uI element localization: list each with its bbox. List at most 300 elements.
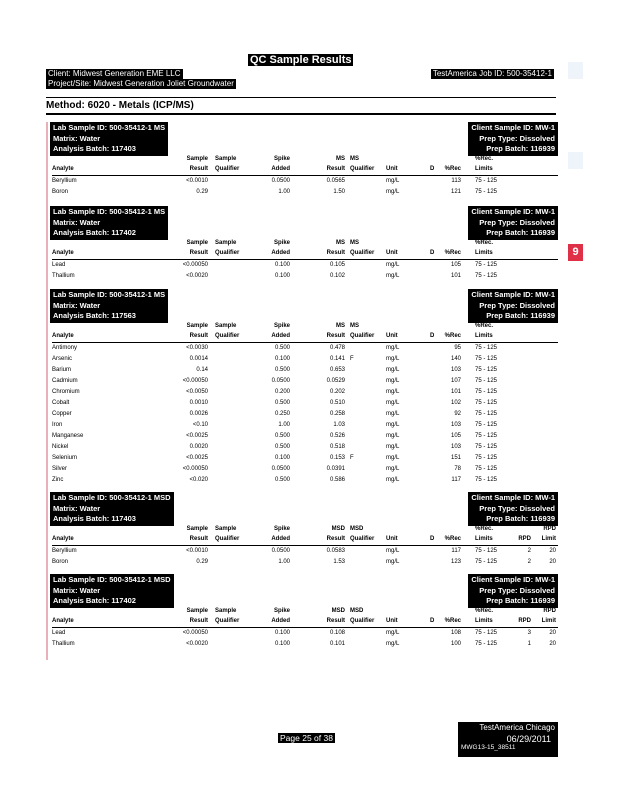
cell-rpd: 2	[527, 548, 531, 554]
column-header-sample-qualifier: Sample	[215, 240, 237, 246]
column-header-sample-qualifier: Sample	[215, 323, 237, 329]
sample-prep-batch: Prep Batch: 116939	[486, 228, 555, 237]
column-header-result: Result	[326, 536, 345, 542]
cell-sp: 0.0500	[271, 548, 290, 554]
column-header-limits: %Rec.	[475, 323, 494, 329]
cell-rpd: 1	[527, 641, 531, 647]
cell-mr: 0.105	[329, 262, 345, 268]
column-header-analyte: Analyte	[52, 166, 74, 172]
divider	[46, 113, 556, 115]
cell-analyte: Cadmium	[52, 378, 78, 384]
column-header-sample-qualifier: Sample	[215, 526, 237, 532]
cell-rl: 20	[549, 641, 556, 647]
qc-section	[46, 206, 558, 296]
column-header-sample-qualifier: Sample	[215, 608, 237, 614]
column-header-sample-result: Result	[189, 166, 208, 172]
cell-lim: 75 - 125	[475, 477, 498, 483]
cell-lim: 75 - 125	[475, 400, 498, 406]
column-header-spike-added: Added	[271, 536, 290, 542]
cell-sp: 0.0500	[271, 378, 290, 384]
sample-matrix: Matrix: Water	[53, 585, 101, 595]
column-header-spike-added: Added	[271, 250, 290, 256]
cell-unit: mg/L	[386, 400, 400, 406]
column-header-sample-result: Sample	[186, 608, 208, 614]
cell-lim: 75 - 125	[475, 433, 498, 439]
column-header-limits: Limits	[475, 536, 493, 542]
cell-mr: 1.50	[333, 189, 345, 195]
cell-mr: 0.108	[329, 630, 345, 636]
cell-sp: 1.00	[278, 189, 290, 195]
header-underline	[52, 175, 558, 176]
cell-lim: 75 - 125	[475, 422, 498, 428]
cell-rec: 108	[450, 630, 461, 636]
section-marker	[46, 492, 48, 578]
header-underline	[52, 545, 558, 546]
sample-info-box	[50, 574, 174, 608]
cell-sr: <0.00050	[182, 378, 208, 384]
column-header-limits: Limits	[475, 333, 493, 339]
cell-unit: mg/L	[386, 367, 400, 373]
cell-unit: mg/L	[386, 389, 400, 395]
cell-rec: 117	[451, 477, 461, 483]
column-header-spike-added: Spike	[273, 323, 290, 329]
cell-mr: 0.510	[329, 400, 345, 406]
cell-lim: 75 - 125	[475, 548, 498, 554]
cell-rec: 123	[450, 559, 461, 565]
column-header-qualifier: MS	[350, 240, 359, 246]
cell-sr: <0.0030	[186, 345, 208, 351]
column-header-sample-qualifier: Qualifier	[215, 333, 240, 339]
cell-analyte: Boron	[52, 189, 69, 195]
cell-rec: 78	[454, 466, 461, 472]
column-header-d: D	[430, 618, 435, 624]
column-header-qualifier: Qualifier	[350, 618, 375, 624]
divider	[46, 97, 556, 98]
document-id: MWG13-15_38511	[461, 744, 516, 751]
cell-mr: 1.53	[333, 559, 345, 565]
cell-unit: mg/L	[386, 189, 400, 195]
sample-info-box	[50, 206, 168, 240]
cell-mr: 0.0565	[326, 178, 345, 184]
column-header-spike-added: Added	[271, 618, 290, 624]
side-tab[interactable]	[568, 62, 583, 79]
column-header-spike-added: Added	[271, 166, 290, 172]
column-header-sample-qualifier: Qualifier	[215, 618, 240, 624]
sample-client-id: Client Sample ID: MW-1	[471, 575, 555, 584]
cell-sp: 0.100	[274, 273, 290, 279]
section-marker	[46, 289, 48, 496]
sample-prep-type: Prep Type: Dissolved	[479, 300, 555, 310]
column-header-result: Result	[326, 166, 345, 172]
cell-rec: 103	[450, 422, 461, 428]
cell-sr: 0.0026	[189, 411, 208, 417]
cell-sp: 0.500	[274, 367, 290, 373]
cell-rec: 101	[450, 389, 461, 395]
cell-rl: 20	[549, 630, 556, 636]
cell-rec: 102	[450, 400, 461, 406]
cell-mr: 0.202	[329, 389, 345, 395]
cell-unit: mg/L	[386, 422, 400, 428]
column-header-unit: Unit	[386, 536, 398, 542]
sample-info-box	[50, 122, 168, 156]
cell-sr: <0.0025	[186, 433, 208, 439]
cell-unit: mg/L	[386, 477, 400, 483]
column-header-qualifier: MSD	[350, 526, 364, 532]
cell-sp: 0.100	[274, 356, 290, 362]
cell-sr: <0.020	[189, 477, 208, 483]
cell-sr: <0.0020	[186, 641, 208, 647]
header-underline	[52, 259, 558, 260]
cell-unit: mg/L	[386, 345, 400, 351]
cell-unit: mg/L	[386, 433, 400, 439]
column-header-rpd-limit: RPD	[543, 526, 556, 532]
column-header-sample-result: Sample	[186, 323, 208, 329]
column-header-rpd-limit: RPD	[543, 608, 556, 614]
column-header-spike-added: Spike	[273, 526, 290, 532]
cell-sp: 0.500	[274, 433, 290, 439]
footer-info	[458, 722, 558, 757]
cell-mr: 0.0529	[326, 378, 345, 384]
qc-section	[46, 289, 558, 500]
cell-analyte: Beryllium	[52, 178, 77, 184]
side-tab[interactable]	[568, 152, 583, 169]
cell-analyte: Iron	[52, 422, 63, 428]
cell-lim: 75 - 125	[475, 641, 498, 647]
column-header-qualifier: MSD	[350, 608, 364, 614]
cell-sr: <0.0010	[186, 178, 208, 184]
sample-lab-id: Lab Sample ID: 500-35412-1 MSD	[53, 493, 171, 502]
sample-prep-type: Prep Type: Dissolved	[479, 503, 555, 513]
cell-sp: 0.500	[274, 444, 290, 450]
project-site: Project/Site: Midwest Generation Joliet Groundwater	[48, 79, 234, 88]
cell-sp: 1.00	[278, 559, 290, 565]
cell-rl: 20	[549, 559, 556, 565]
column-header-rec: %Rec	[444, 536, 461, 542]
page-number: Page 25 of 38	[280, 733, 333, 743]
cell-lim: 75 - 125	[475, 262, 498, 268]
cell-lim: 75 - 125	[475, 189, 498, 195]
cell-rec: 105	[450, 433, 461, 439]
cell-mr: 0.526	[329, 433, 345, 439]
cell-lim: 75 - 125	[475, 389, 498, 395]
column-header-analyte: Analyte	[52, 536, 74, 542]
cell-rec: 117	[451, 548, 461, 554]
cell-rec: 151	[450, 455, 461, 461]
cell-rec: 103	[450, 444, 461, 450]
cell-sp: 0.0500	[271, 466, 290, 472]
cell-sr: <0.00050	[182, 630, 208, 636]
column-header-result: Result	[326, 250, 345, 256]
cell-sr: <0.0010	[186, 548, 208, 554]
method-heading: Method: 6020 - Metals (ICP/MS)	[46, 100, 194, 111]
cell-rec: 113	[451, 178, 461, 184]
cell-analyte: Barium	[52, 367, 72, 373]
column-header-spike-added: Spike	[273, 156, 290, 162]
cell-analyte: Thallium	[52, 641, 75, 647]
sample-batch: Analysis Batch: 117402	[53, 596, 136, 605]
cell-lim: 75 - 125	[475, 444, 498, 450]
sample-matrix: Matrix: Water	[53, 133, 101, 143]
cell-unit: mg/L	[386, 630, 400, 636]
cell-mr: 0.478	[329, 345, 345, 351]
column-header-spike-added: Spike	[273, 240, 290, 246]
column-header-analyte: Analyte	[52, 618, 74, 624]
column-header-unit: Unit	[386, 250, 398, 256]
cell-mr: 0.0391	[326, 466, 345, 472]
cell-mr: 0.518	[329, 444, 345, 450]
cell-unit: mg/L	[386, 559, 400, 565]
cell-analyte: Nickel	[52, 444, 69, 450]
cell-lim: 75 - 125	[475, 630, 498, 636]
cell-unit: mg/L	[386, 466, 400, 472]
sample-batch: Analysis Batch: 117403	[53, 514, 136, 523]
sample-info-box	[50, 492, 174, 526]
column-header-spike-added: Spike	[273, 608, 290, 614]
cell-lim: 75 - 125	[475, 178, 498, 184]
cell-mr: 0.141	[329, 356, 345, 362]
column-header-sample-result: Sample	[186, 156, 208, 162]
cell-sr: 0.14	[196, 367, 208, 373]
cell-lim: 75 - 125	[475, 411, 498, 417]
column-header-limits: %Rec.	[475, 240, 494, 246]
column-header-sample-result: Sample	[186, 526, 208, 532]
cell-lim: 75 - 125	[475, 466, 498, 472]
column-header-sample-result: Result	[189, 536, 208, 542]
column-header-limits: %Rec.	[475, 156, 494, 162]
column-header-qualifier: Qualifier	[350, 536, 375, 542]
sample-prep-type: Prep Type: Dissolved	[479, 585, 555, 595]
cell-analyte: Chromium	[52, 389, 80, 395]
cell-rec: 100	[450, 641, 461, 647]
sample-matrix: Matrix: Water	[53, 503, 101, 513]
cell-rec: 95	[454, 345, 461, 351]
column-header-qualifier: MS	[350, 156, 359, 162]
column-header-result: Result	[326, 618, 345, 624]
cell-sr: 0.29	[196, 189, 208, 195]
cell-sr: 0.0014	[189, 356, 208, 362]
cell-sp: 1.00	[278, 422, 290, 428]
column-header-rec: %Rec	[444, 250, 461, 256]
section-marker	[46, 122, 48, 208]
cell-lim: 75 - 125	[475, 378, 498, 384]
cell-unit: mg/L	[386, 444, 400, 450]
column-header-qualifier: Qualifier	[350, 250, 375, 256]
cell-sp: 0.500	[274, 477, 290, 483]
cell-analyte: Thallium	[52, 273, 75, 279]
cell-lim: 75 - 125	[475, 559, 498, 565]
cell-sr: 0.0010	[189, 400, 208, 406]
cell-analyte: Lead	[52, 262, 66, 268]
cell-lim: 75 - 125	[475, 356, 498, 362]
qc-section	[46, 122, 558, 212]
cell-unit: mg/L	[386, 262, 400, 268]
client-info-box	[468, 492, 558, 526]
sample-prep-batch: Prep Batch: 116939	[486, 596, 555, 605]
column-header-sample-result: Result	[189, 333, 208, 339]
column-header-sample-qualifier: Sample	[215, 156, 237, 162]
cell-sr: <0.00050	[182, 466, 208, 472]
column-header-qualifier: Qualifier	[350, 333, 375, 339]
cell-sp: 0.500	[274, 345, 290, 351]
sample-matrix: Matrix: Water	[53, 217, 101, 227]
sample-info-box	[50, 289, 168, 323]
column-header-limits: Limits	[475, 618, 493, 624]
sample-client-id: Client Sample ID: MW-1	[471, 207, 555, 216]
column-header-analyte: Analyte	[52, 250, 74, 256]
cell-rl: 20	[549, 548, 556, 554]
column-header-rpd: RPD	[518, 618, 531, 624]
cell-sr: <0.0025	[186, 455, 208, 461]
cell-rec: 140	[450, 356, 461, 362]
column-header-rec: %Rec	[444, 166, 461, 172]
sample-client-id: Client Sample ID: MW-1	[471, 290, 555, 299]
job-id: TestAmerica Job ID: 500-35412-1	[432, 69, 552, 78]
cell-sp: 0.500	[274, 400, 290, 406]
cell-analyte: Zinc	[52, 477, 64, 483]
client-info-box	[468, 574, 558, 608]
cell-rpd: 3	[527, 630, 531, 636]
lab-name: TestAmerica Chicago	[479, 723, 555, 732]
cell-unit: mg/L	[386, 455, 400, 461]
column-header-result: MS	[336, 156, 345, 162]
cell-analyte: Arsenic	[52, 356, 73, 362]
column-header-limits: Limits	[475, 250, 493, 256]
column-header-qualifier: Qualifier	[350, 166, 375, 172]
cell-rec: 121	[450, 189, 461, 195]
column-header-sample-qualifier: Qualifier	[215, 166, 240, 172]
cell-sp: 0.250	[274, 411, 290, 417]
cell-sp: 0.0500	[271, 178, 290, 184]
cell-sr: <0.10	[192, 422, 208, 428]
header-underline	[52, 627, 558, 628]
column-header-rec: %Rec	[444, 618, 461, 624]
cell-mr: 0.586	[329, 477, 345, 483]
cell-mr: 0.653	[329, 367, 345, 373]
cell-analyte: Copper	[52, 411, 72, 417]
report-date: 06/29/2011	[506, 734, 551, 744]
cell-sp: 0.200	[274, 389, 290, 395]
cell-analyte: Beryllium	[52, 548, 77, 554]
client-info-box	[468, 289, 558, 323]
column-header-sample-qualifier: Qualifier	[215, 536, 240, 542]
column-header-result: Result	[326, 333, 345, 339]
section-marker	[46, 574, 48, 660]
client-name: Client: Midwest Generation EME LLC	[48, 69, 181, 78]
cell-sr: <0.0020	[186, 273, 208, 279]
sample-batch: Analysis Batch: 117403	[53, 144, 136, 153]
cell-rec: 101	[450, 273, 461, 279]
column-header-limits: %Rec.	[475, 526, 494, 532]
column-header-d: D	[430, 166, 435, 172]
cell-sp: 0.100	[274, 630, 290, 636]
sample-prep-batch: Prep Batch: 116939	[486, 514, 555, 523]
cell-mr: 0.101	[329, 641, 345, 647]
column-header-result: MSD	[331, 526, 345, 532]
cell-rec: 105	[450, 262, 461, 268]
sample-prep-batch: Prep Batch: 116939	[486, 144, 555, 153]
cell-unit: mg/L	[386, 378, 400, 384]
column-header-d: D	[430, 250, 435, 256]
cell-rec: 92	[454, 411, 461, 417]
column-header-result: MSD	[331, 608, 345, 614]
sample-prep-batch: Prep Batch: 116939	[486, 311, 555, 320]
client-info-box	[468, 206, 558, 240]
side-tab-active[interactable]: 9	[568, 244, 583, 261]
sample-lab-id: Lab Sample ID: 500-35412-1 MS	[53, 290, 166, 299]
column-header-qualifier: MS	[350, 323, 359, 329]
cell-sr: <0.0050	[186, 389, 208, 395]
cell-lim: 75 - 125	[475, 345, 498, 351]
column-header-d: D	[430, 333, 435, 339]
cell-mq: F	[350, 356, 354, 362]
cell-unit: mg/L	[386, 411, 400, 417]
column-header-unit: Unit	[386, 618, 398, 624]
cell-analyte: Manganese	[52, 433, 84, 439]
column-header-analyte: Analyte	[52, 333, 74, 339]
cell-analyte: Boron	[52, 559, 69, 565]
column-header-spike-added: Added	[271, 333, 290, 339]
cell-mr: 0.258	[329, 411, 345, 417]
cell-unit: mg/L	[386, 178, 400, 184]
header-underline	[52, 342, 558, 343]
qc-section	[46, 574, 558, 664]
cell-mr: 1.03	[333, 422, 345, 428]
column-header-result: MS	[336, 240, 345, 246]
cell-analyte: Selenium	[52, 455, 78, 461]
cell-sp: 0.100	[274, 455, 290, 461]
column-header-sample-result: Result	[189, 250, 208, 256]
cell-sr: 0.0020	[189, 444, 208, 450]
cell-sp: 0.100	[274, 641, 290, 647]
cell-rec: 103	[450, 367, 461, 373]
column-header-unit: Unit	[386, 333, 398, 339]
column-header-sample-result: Sample	[186, 240, 208, 246]
cell-mr: 0.153	[329, 455, 345, 461]
column-header-limits: Limits	[475, 166, 493, 172]
sample-client-id: Client Sample ID: MW-1	[471, 493, 555, 502]
sample-prep-type: Prep Type: Dissolved	[479, 217, 555, 227]
qc-section	[46, 492, 558, 582]
column-header-unit: Unit	[386, 166, 398, 172]
cell-sr: <0.00050	[182, 262, 208, 268]
column-header-d: D	[430, 536, 435, 542]
cell-mq: F	[350, 455, 354, 461]
client-info-box	[468, 122, 558, 156]
cell-lim: 75 - 125	[475, 367, 498, 373]
sample-prep-type: Prep Type: Dissolved	[479, 133, 555, 143]
section-marker	[46, 206, 48, 292]
sample-batch: Analysis Batch: 117563	[53, 311, 136, 320]
cell-lim: 75 - 125	[475, 455, 498, 461]
sample-lab-id: Lab Sample ID: 500-35412-1 MS	[53, 123, 166, 132]
sample-lab-id: Lab Sample ID: 500-35412-1 MSD	[53, 575, 171, 584]
cell-sr: 0.29	[196, 559, 208, 565]
column-header-rec: %Rec	[444, 333, 461, 339]
column-header-rpd-limit: Limit	[541, 536, 556, 542]
column-header-rpd: RPD	[518, 536, 531, 542]
cell-mr: 0.102	[329, 273, 345, 279]
column-header-limits: %Rec.	[475, 608, 494, 614]
cell-sp: 0.100	[274, 262, 290, 268]
cell-unit: mg/L	[386, 356, 400, 362]
column-header-sample-result: Result	[189, 618, 208, 624]
cell-mr: 0.0583	[326, 548, 345, 554]
sample-batch: Analysis Batch: 117402	[53, 228, 136, 237]
cell-analyte: Lead	[52, 630, 66, 636]
sample-lab-id: Lab Sample ID: 500-35412-1 MS	[53, 207, 166, 216]
cell-analyte: Silver	[52, 466, 68, 472]
column-header-result: MS	[336, 323, 345, 329]
